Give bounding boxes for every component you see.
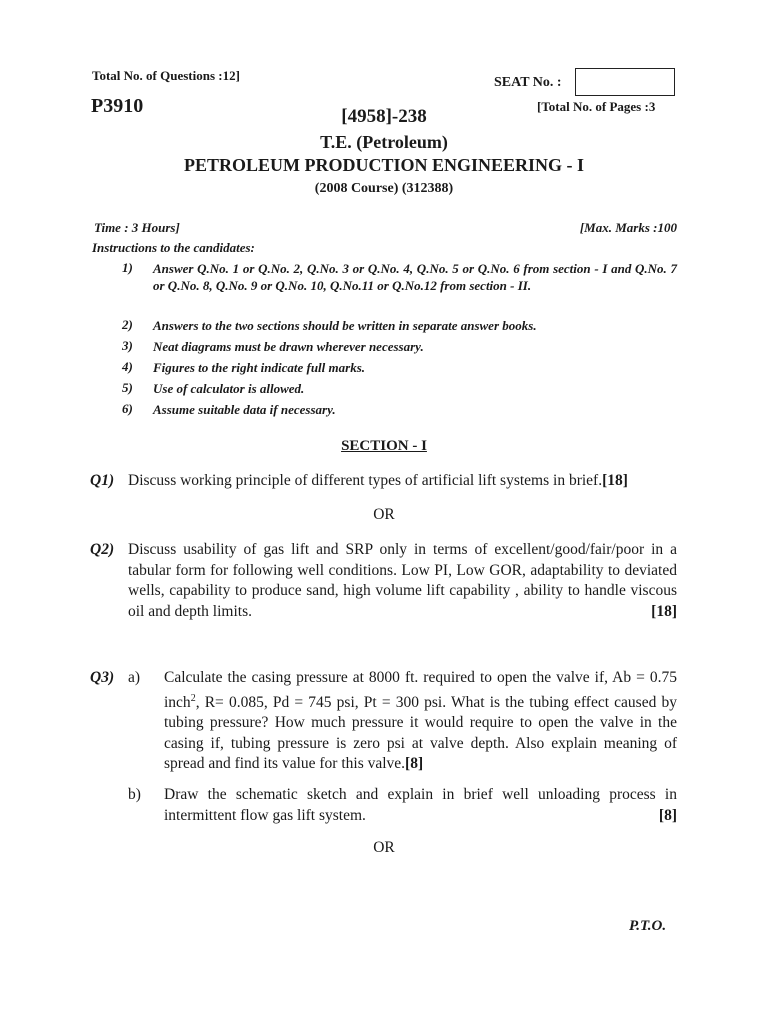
instruction-item — [92, 317, 677, 334]
time-allowed: Time : 3 Hours] — [94, 220, 180, 235]
subject-title: PETROLEUM PRODUCTION ENGINEERING - I — [183, 155, 585, 175]
section-title-text: SECTION - I — [341, 438, 427, 454]
instruction-number: 4) — [122, 359, 133, 374]
subquestion-body: Draw the schematic sketch and explain in brief well unloading process in intermittent flow gas lift system. — [164, 786, 677, 824]
question-2 — [90, 540, 677, 622]
instruction-item — [92, 401, 677, 418]
or-separator: OR — [373, 506, 395, 523]
seat-number-box — [575, 68, 675, 96]
instruction-item — [92, 359, 677, 376]
paper-code: P3910 — [91, 95, 144, 117]
instruction-number: 6) — [122, 401, 133, 416]
instruction-number: 3) — [122, 338, 133, 353]
or-separator: OR — [373, 839, 395, 856]
paper-number: [4958]-238 — [341, 106, 427, 127]
subquestion-letter: b) — [128, 786, 141, 803]
subquestion-text — [164, 668, 677, 775]
instruction-text: Figures to the right indicate full marks. — [153, 360, 366, 375]
question-body: Discuss usability of gas lift and SRP only in terms of excellent/good/fair/poor in a tabular form for following well conditions. Low PI, Low GOR, adaptability to deviated wells, capability to produce sand, high volume lift capability , ability to handle viscous oil and depth limits. — [128, 541, 677, 620]
total-questions: Total No. of Questions :12] — [92, 68, 240, 83]
question-marks: [18] — [602, 472, 628, 489]
question-3a — [90, 668, 677, 775]
question-text — [128, 471, 677, 492]
subquestion-marks: [8] — [658, 806, 677, 824]
instruction-number: 2) — [122, 317, 133, 332]
seat-number-label: SEAT No. : — [494, 75, 562, 90]
question-label: Q1) — [90, 472, 115, 489]
total-pages: [Total No. of Pages :3 — [537, 99, 656, 114]
instruction-item — [92, 260, 677, 294]
subquestion-text — [164, 785, 677, 826]
instruction-number: 5) — [122, 380, 133, 395]
instruction-text: Assume suitable data if necessary. — [153, 402, 336, 417]
course-year: (2008 Course) (312388) — [314, 181, 454, 196]
subquestion-letter: a) — [128, 669, 141, 686]
course-name: T.E. (Petroleum) — [320, 132, 448, 152]
question-label: Q3) — [90, 669, 115, 686]
max-marks: [Max. Marks :100 — [579, 220, 677, 235]
subquestion-body-part1: Calculate the casing pressure at 8000 ft. required to open the valve if, Ab = 0.75 inch — [164, 669, 677, 711]
question-label: Q2) — [90, 541, 115, 558]
page-turn-over: P.T.O. — [629, 918, 667, 934]
instruction-item — [92, 338, 677, 355]
question-3b — [90, 785, 677, 826]
instruction-item — [92, 380, 677, 397]
instruction-text: Answer Q.No. 1 or Q.No. 2, Q.No. 3 or Q.No. 4, Q.No. 5 or Q.No. 6 from section - I and Q.No. 7 or Q.No. 8, Q.No. 9 or Q.No. 10, Q.No.11 or Q.No.12 from section - II. — [153, 261, 677, 293]
question-body: Discuss working principle of different types of artificial lift systems in brief. — [128, 472, 603, 489]
question-text — [128, 540, 677, 622]
subquestion-body-part2: , R= 0.085, Pd = 745 psi, Pt = 300 psi. What is the tubing effect caused by tubing pressure? How much pressure it would require to open the valve in the casing if, tubing pressure is zero psi at valve depth. Also explain meaning of spread and find its value for this valve. — [164, 693, 677, 773]
instruction-text: Use of calculator is allowed. — [153, 381, 305, 396]
instruction-text: Neat diagrams must be drawn wherever necessary. — [153, 339, 424, 354]
instruction-number: 1) — [122, 260, 133, 275]
subquestion-marks: [8] — [405, 755, 424, 773]
question-marks: [18] — [651, 602, 677, 620]
instruction-text: Answers to the two sections should be written in separate answer books. — [153, 318, 537, 333]
instructions-heading: Instructions to the candidates: — [92, 240, 255, 255]
question-1 — [90, 471, 677, 492]
superscript: 2 — [190, 692, 196, 704]
section-title — [0, 438, 768, 455]
